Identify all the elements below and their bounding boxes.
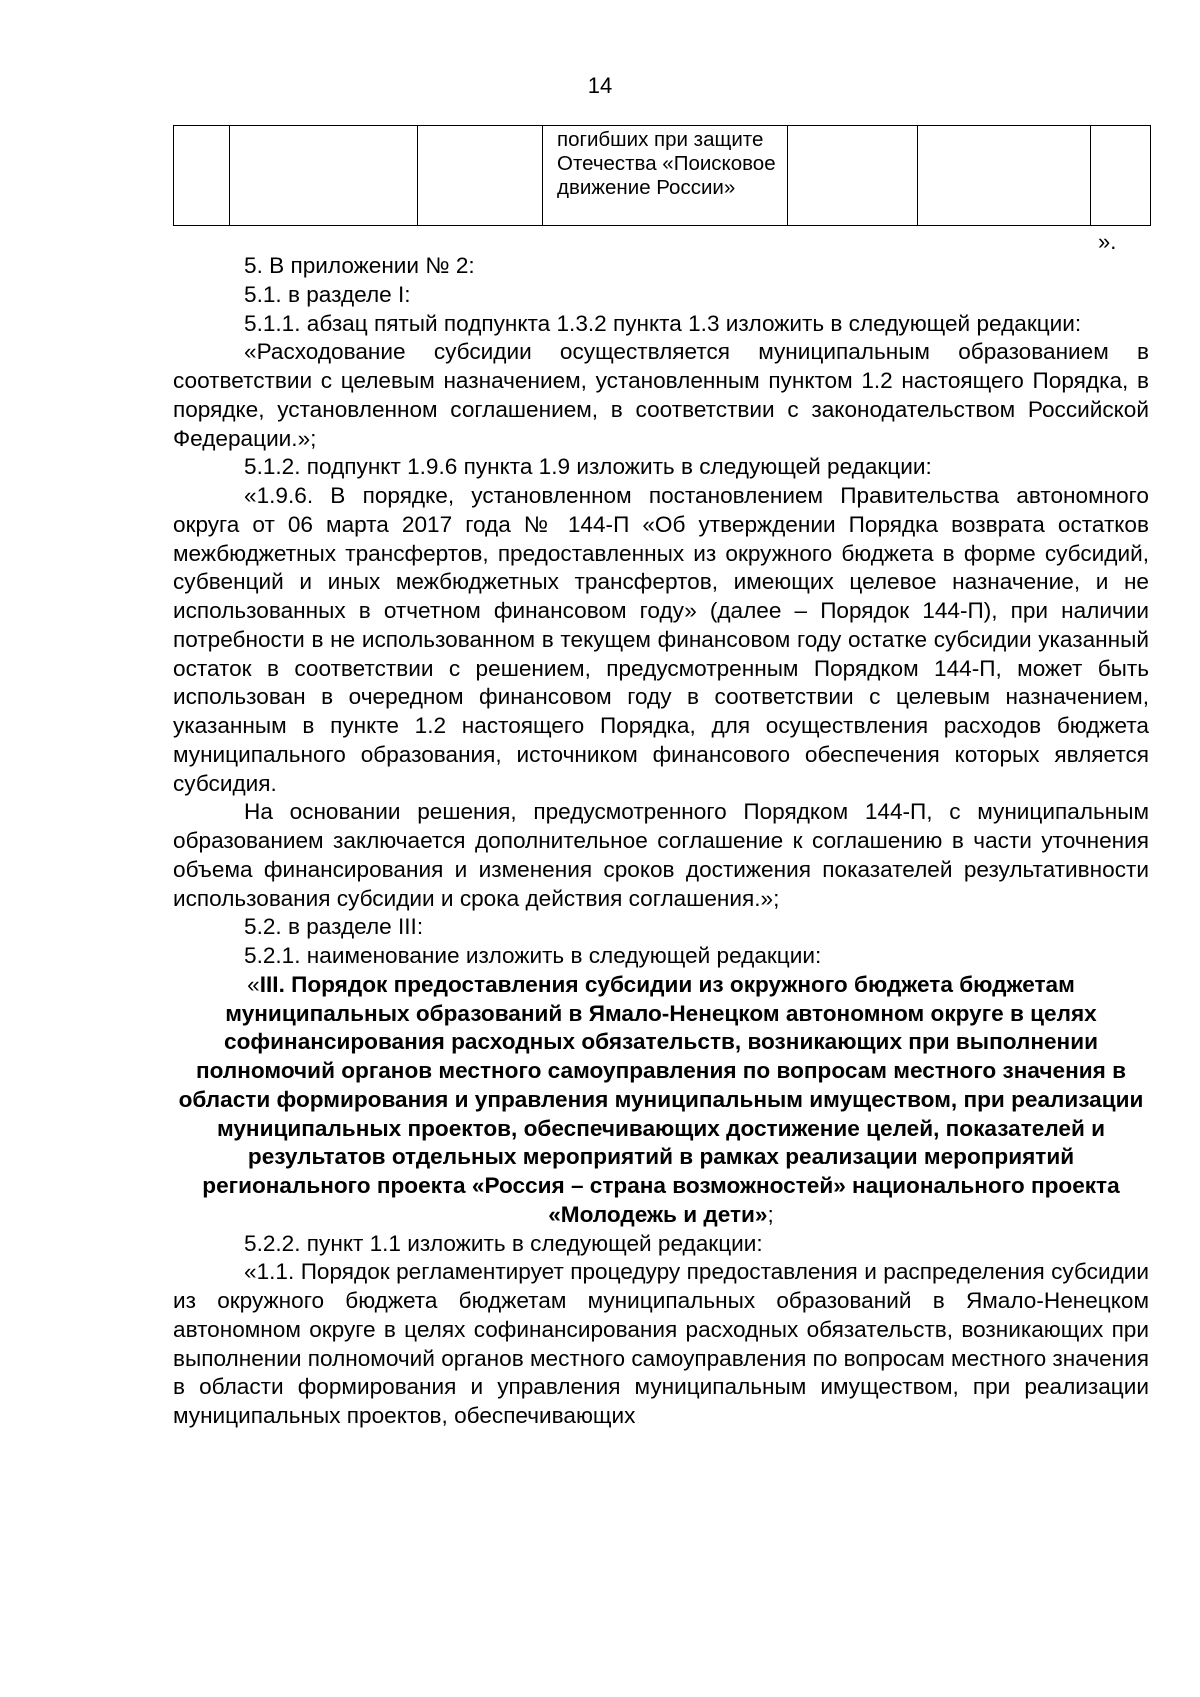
document-body (173, 252, 1149, 1431)
paragraph: 5. В приложении № 2: (244, 253, 475, 278)
paragraph: «1.9.6. В порядке, установленном постановлением Правительства автономного округа от 06 марта 2017 года № 144-П «Об утверждении Порядка возврата остатков межбюджетных трансфертов, предоставленных из окружного бюджета в форме субсидий, субвенций и иных межбюджетных трансфертов, имеющих целевое назначение, и не использованных в отчетном финансовом году» (далее – Порядок 144-П), при наличии потребности в не использованном в текущем финансовом году остатке субсидии указанный остаток в соответствии с решением, предусмотренным Порядком 144-П, может быть использован в очередном финансовом году в соответствии с целевым назначением, указанным в пункте 1.2 настоящего Порядка, для осуществления расходов бюджета муниципального образования, источником финансового обеспечения которых является субсидия. (173, 483, 1149, 796)
heading-open-quote: « (247, 971, 260, 997)
paragraph: 5.2. в разделе III: (244, 914, 424, 940)
table-cell (788, 126, 918, 226)
section-heading-text: III. Порядок предоставления субсидии из окружного бюджета бюджетам муниципальных образований в Ямало-Ненецком автономном округе в целях софинансирования расходных обязательств, возникающих при выполнении полномочий органов местного самоуправления по вопросам местного значения в области формирования и управления муниципальным имуществом, при реализации муниципальных проектов, обеспечивающих достижение целей, показателей и результатов отдельных мероприятий в рамках реализации мероприятий регионального проекта «Россия – страна возможностей» национального проекта «Молодежь и дети» (178, 971, 1144, 1227)
table-cell (174, 126, 230, 226)
paragraph: 5.1.1. абзац пятый подпункта 1.3.2 пункта 1.3 изложить в следующей редакции: (244, 310, 1082, 336)
paragraph: 5.1.2. подпункт 1.9.6 пункта 1.9 изложить в следующей редакции: (244, 454, 932, 480)
paragraph: «Расходование субсидии осуществляется муниципальным образованием в соответствии с целевым назначением, установленным пунктом 1.2 настоящего Порядка, в порядке, установленном соглашением, в соответствии с законодательством Российской Федерации.»; (173, 339, 1149, 451)
table-cell (230, 126, 418, 226)
paragraph: 5.2.1. наименование изложить в следующей редакции: (244, 943, 822, 968)
section-heading (173, 971, 1149, 1230)
continuation-table (173, 125, 1151, 226)
paragraph: На основании решения, предусмотренного Порядком 144-П, с муниципальным образованием заключается дополнительное соглашение к соглашению в части уточнения объема финансирования и изменения сроков достижения показателей результативности использования субсидии и срока действия соглашения.»; (173, 799, 1149, 911)
table-cell (1091, 126, 1151, 226)
paragraph: 5.1. в разделе I: (244, 281, 411, 307)
paragraph: «1.1. Порядок регламентирует процедуру предоставления и распределения субсидии из окружного бюджета бюджетам муниципальных образований в Ямало-Ненецком автономном округе в целях софинансирования расходных обязательств, возникающих при выполнении полномочий органов местного самоуправления по вопросам местного значения в области формирования и управления муниципальным имуществом, при реализации муниципальных проектов, обеспечивающих (173, 1259, 1149, 1428)
table-row (174, 126, 1151, 226)
heading-semicolon: ; (767, 1201, 774, 1227)
table-cell (418, 126, 543, 226)
table-cell-event-name: погибших при защите Отечества «Поисковое движение России» (543, 126, 788, 226)
page-number: 14 (587, 73, 613, 98)
table-cell (918, 126, 1091, 226)
closing-quote: ». (1098, 229, 1117, 254)
paragraph: 5.2.2. пункт 1.1 изложить в следующей редакции: (244, 1230, 763, 1256)
